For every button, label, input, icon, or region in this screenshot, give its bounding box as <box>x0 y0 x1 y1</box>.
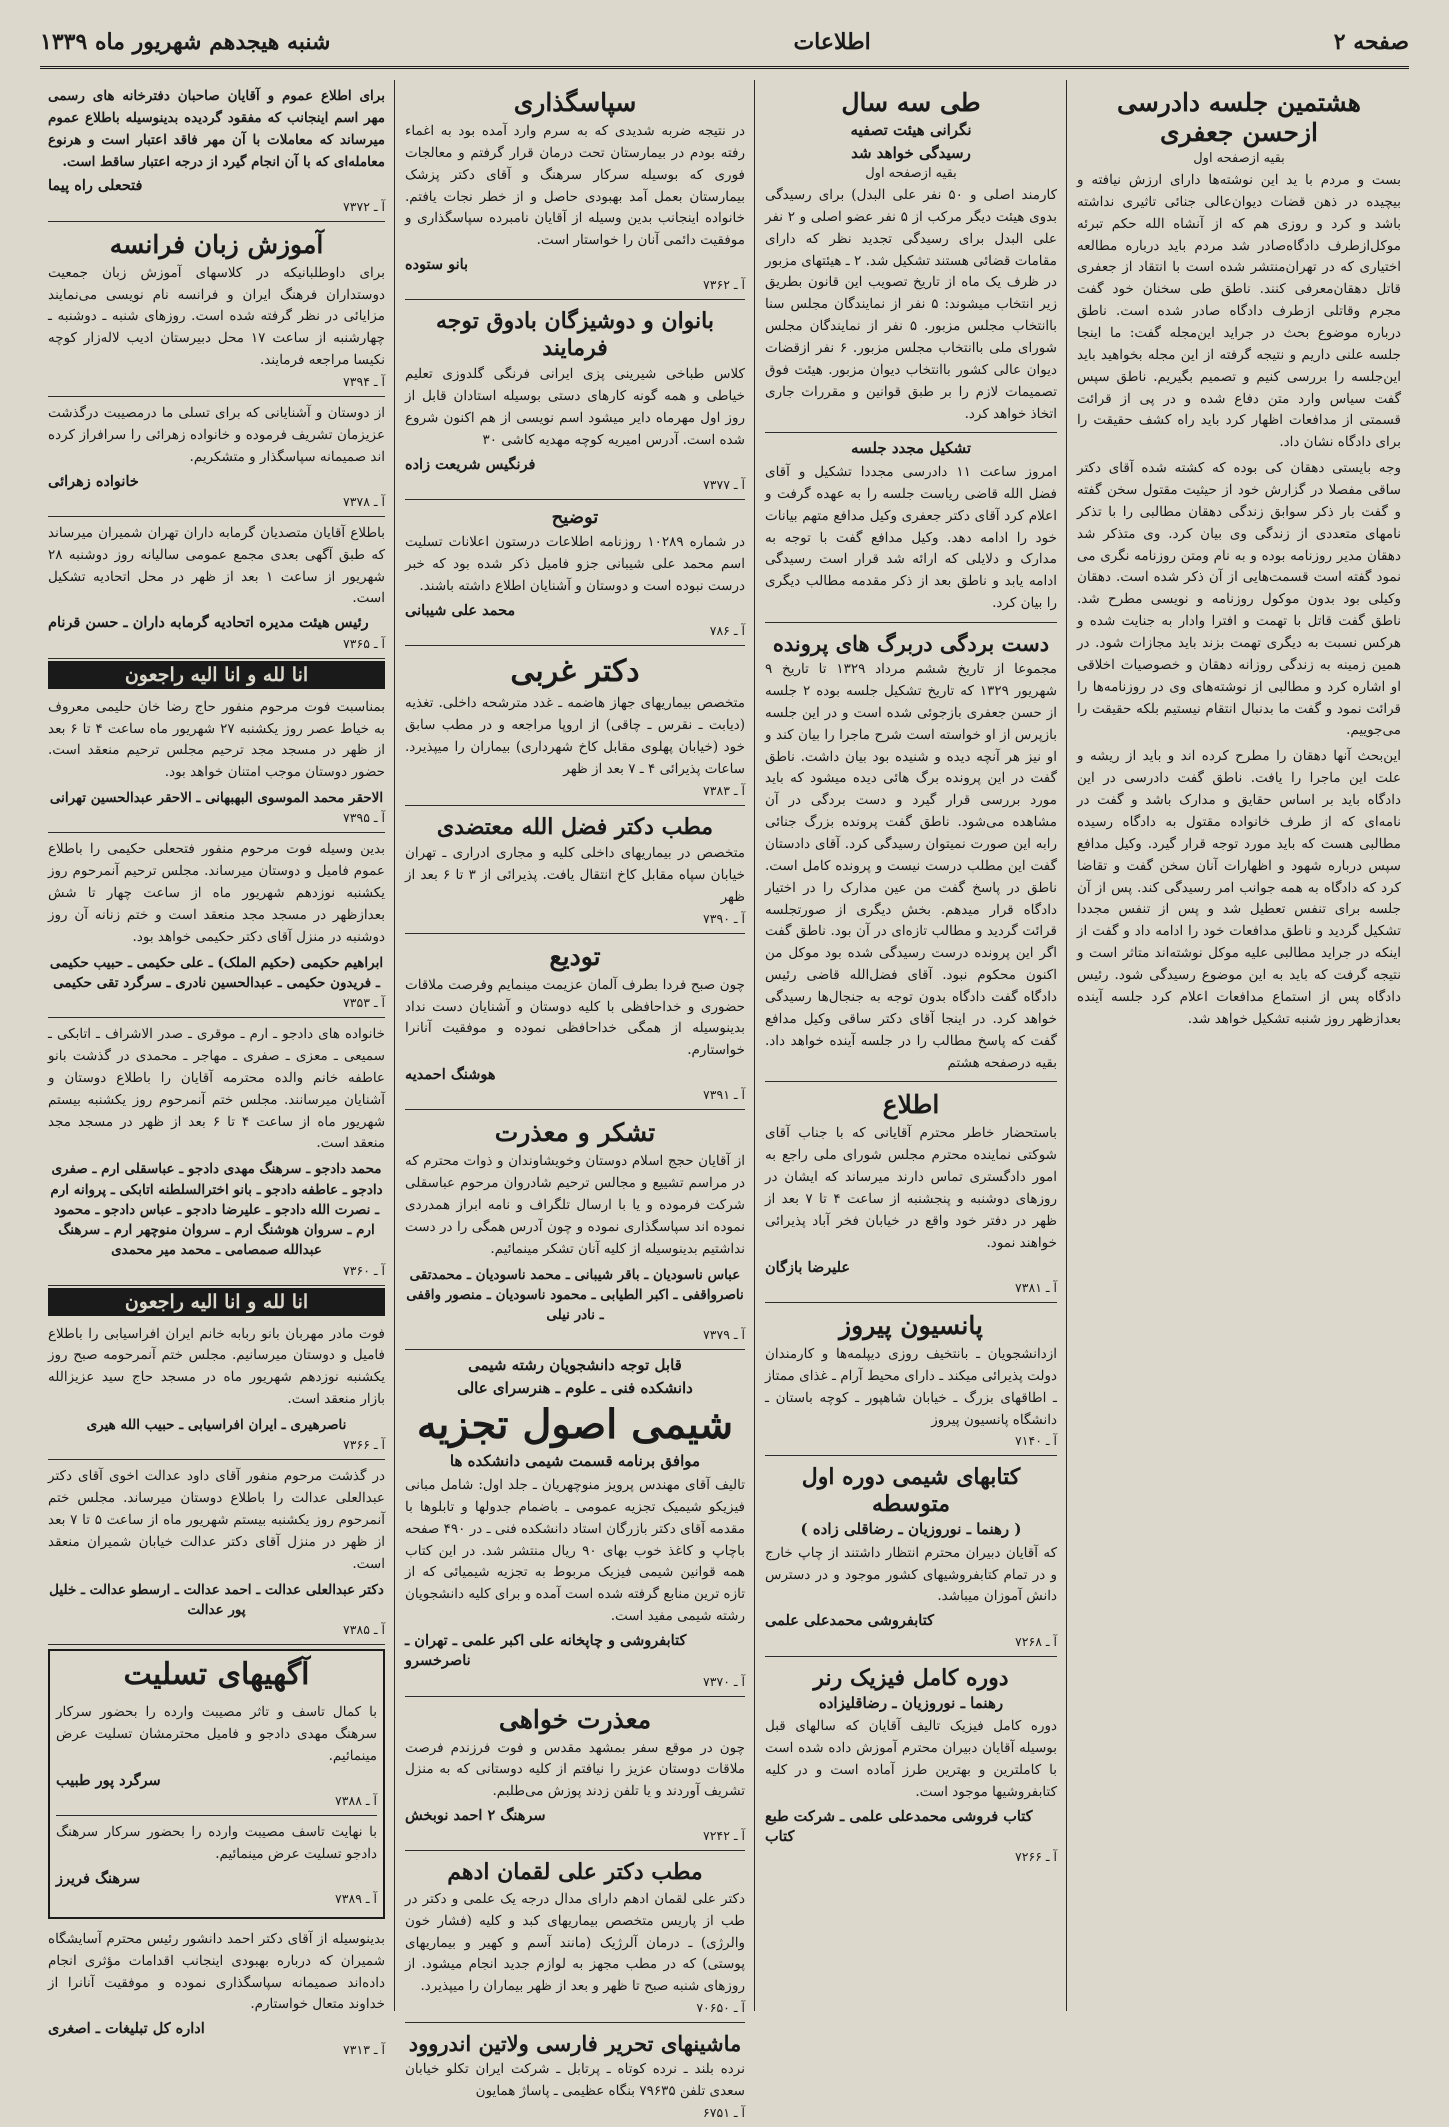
ad-obituary <box>48 1318 385 1461</box>
signatories: ابراهیم حکیمی (حکیم الملک) ـ علی حکیمی ـ حبیب حکیمی ـ فریدون حکیمی ـ عبدالحسین نادری ـ سرگرد تقی حکیمی <box>49 954 384 991</box>
signatories: الاحقر محمد الموسوی البهبهانی ـ الاحقر عبدالحسین تهرانی <box>49 790 384 807</box>
condolence-box <box>48 1649 385 1919</box>
subheadline: موافق برنامه قسمت شیمی دانشکده ها <box>449 1452 701 1471</box>
headline: بانوان و دوشیزگان بادوق توجه فرمایند <box>435 308 714 361</box>
column-rule <box>754 80 755 2011</box>
ad-pension <box>765 1303 1057 1456</box>
ad-apology <box>405 1697 745 1852</box>
ad-body: بدینوسیله از آقای دکتر احمد دانشور رئیس محترم آسایشگاه شمیران که درباره بهبودی اینجانب اقدامات مؤثری انجام داده‌اند صمیمانه سپاسگذاری نموده و موفقیت آنانرا از خداوند متعال خواستارم. <box>48 1930 385 2013</box>
ad-doctor-gharbi <box>405 646 745 805</box>
ad-condolence <box>56 1696 377 1816</box>
headline: شیمی اصول تجزیه <box>416 1401 734 1449</box>
signature: محمد علی شیبانی <box>405 601 516 619</box>
ad-code: آ ـ ۷۲۶۶ <box>1015 1849 1057 1865</box>
signatories: عباس ناسودیان ـ باقر شیبانی ـ محمد ناسودیان ـ محمدتقی ناصرواقفی ـ اکبر الطیابی ـ محمود ناسودیان ـ منصور واقفی ـ نادر نیلی <box>406 1266 744 1324</box>
ad-thanks-doctor <box>48 1923 385 2064</box>
ad-body: خانواده های دادجو ـ ارم ـ موقری ـ صدر الاشراف ـ اتابکی ـ سمیعی ـ معزی ـ صفری ـ مهاجر ـ محمدی در گذشت بانو عاطفه خانم والده محترمه آقایان را باطلاع دوستان و آشنایان میرسانند. مجلس ختم آنمرحوم روز یکشنبه بیستم شهریور ماه از ساعت ۴ تا ۶ بعد از ظهر در مسجد مجد منعقد است. <box>48 1026 386 1152</box>
article-trial-report <box>1077 80 1401 1038</box>
ad-code: آ ـ ۷۳۹۱ <box>703 1087 745 1103</box>
ad-obituary <box>48 1460 385 1645</box>
ad-body: نرده بلند ـ نرده کوتاه ـ پرتابل ـ شرکت ایران تکلو خیابان سعدی تلفن ۷۹۶۳۵ بنگاه عظیمی ـ پاساژ همایون <box>405 2061 745 2100</box>
signature: خانواده زهرائی <box>48 472 139 490</box>
article-body: امروز ساعت ۱۱ دادرسی مجددا تشکیل و آقای فضل الله قاضی ریاست جلسه را به عهده گرفت و اعلام کرد آقای دکتر جعفری وکیل مدافع متهم بیانات خود را ادامه دهد. وکیل مدافع گفت با توجه به مدارک و دلایلی که ارائه شد قرار است رسیدگی ادامه یابد و ناطق بعد از ذکر مقدمه مطالب دیگری را بیان کرد. <box>765 463 1057 612</box>
ad-code: آ ـ ۷۳۸۸ <box>335 1792 377 1808</box>
notice-line: قابل توجه دانشجویان رشته شیمی <box>468 1356 682 1375</box>
ad-body: باطلاع آقایان متصدیان گرمابه داران تهران شمیران میرساند که طبق آگهی بعدی مجمع عمومی سالیانه روز دوشنبه ۲۸ شهریور از ساعت ۱ بعد از ظهر در محل اتحادیه تشکیل است. <box>48 524 385 607</box>
notice-line: دانشکده فنی ـ علوم ـ هنرسرای عالی <box>457 1378 693 1397</box>
signature: علیرضا بازگان <box>765 1258 851 1276</box>
headline: تودیع <box>549 941 601 971</box>
condolence-heading: آگهیهای تسلیت <box>123 1657 310 1693</box>
column-rule <box>1066 80 1067 2011</box>
signature: کتاب فروشی محمدعلی علمی ـ شرکت طبع کتاب <box>765 1807 1033 1846</box>
signature: اداره کل تبلیغات ـ اصغری <box>48 2020 205 2038</box>
headline: ماشینهای تحریر فارسی ولاتین اندروود <box>408 2031 742 2057</box>
ad-body: متخصص بیماریهای جهاز هاضمه ـ غدد مترشحه داخلی. تغذیه (دیابت ـ نقرس ـ چاقی) از اروپا مراجعه و در مطب سابق خود (خیابان پهلوی مقابل کاخ شهرداری) بیماران را میپذیرد. ساعات پذیرائی ۴ ـ ۷ بعد از ظهر <box>405 695 745 777</box>
ad-code: آ ـ ۷۲۴۲ <box>703 1828 745 1844</box>
ad-code: آ ـ ۷۳۶۰ <box>343 1262 385 1278</box>
ad-french-lessons <box>48 222 385 397</box>
ad-chemistry-book <box>405 1350 745 1696</box>
ad-body: چون صبح فردا بطرف آلمان عزیمت مینمایم وفرصت ملاقات حضوری و خداحافظی با کلیه دوستان و آشنایان دست نداد بدینوسیله از همگی خداحافظی نموده و موفقیت آنانرا خواستارم. <box>405 976 745 1059</box>
ad-body: در گذشت مرحوم منفور آقای داود عدالت اخوی آقای دکتر عبدالعلی عدالت را باطلاع دوستان میرساند. مجلس ختم آنمرحوم روز یکشنبه بیستم شهریور ماه از ساعت ۵ تا ۷ بعد از ظهر در منزل آقای دکتر عدالت خیابان شمیران منعقد است. <box>48 1468 385 1572</box>
signature: کتابفروشی محمدعلی علمی <box>765 1612 934 1630</box>
ad-body: تالیف آقای مهندس پرویز منوچهریان ـ جلد اول: شامل مبانی فیزیکو شیمیک تجزیه عمومی ـ باضمام جدولها و تابلوها با مقدمه آقای دکتر بازرگان استاد دانشکده فنی ـ در ۴۹۰ صفحه باچاپ و کاغذ خوب بهای ۹۰ ریال منتشر شد. در این کتاب همه قوانین شیمی فیزیک مربوط به تجزیه شیمیائی که از تازه ترین منابع گرفته شده است آمده و برای کلیه دانشجویان رشته شیمی مفید است. <box>405 1476 746 1625</box>
continued-note: بقیه ازصفحه اول <box>865 166 957 181</box>
article-purge-committee <box>765 80 1057 433</box>
obituary-section-heading: انا لله و انا الیه راجعون <box>48 1288 385 1316</box>
headline: اطلاع <box>882 1090 940 1120</box>
ad-code: آ ـ ۷۳۸۵ <box>343 1622 385 1638</box>
ad-lost-seal <box>48 80 385 222</box>
signature: رئیس هیئت مدیره اتحادیه گرمابه داران ـ حسن قرنام <box>48 614 369 632</box>
headline: پانسیون پیروز <box>839 1310 983 1340</box>
ad-body: با کمال تاسف و تاثر مصیبت وارده را بحضور سرکار سرهنگ مهدی دادجو و فامیل محترمشان تسلیت عرض مینمائیم. <box>56 1704 377 1764</box>
ad-body: ازدانشجویان ـ بانتخیف روزی دیپلمه‌ها و کارمندان دولت پذیرائی میکند ـ دارای محیط آرام ـ غذای ممتاز ـ اطاقهای بزرگ ـ خیابان شاهپور ـ کوچه باستان ـ دانشگاه پانسیون پیروز <box>765 1345 1057 1428</box>
ad-body: متخصص در بیماریهای داخلی کلیه و مجاری ادراری ـ تهران خیابان سپاه مقابل کاخ انتقال یافت. پذیرائی از ۳ تا ۶ بعد از ظهر <box>405 845 745 905</box>
ad-code: آ ـ ۷۱۴۰ <box>1015 1433 1057 1449</box>
ad-obituary <box>48 833 385 1018</box>
ad-body: برای اطلاع عموم و آقایان صاحبان دفترخانه های رسمی مهر اسم اینجانب که مفقود گردیده بدینوسیله باطلاع عموم میرساند که معاملات با آن مهر فاقد اعتبار است و هرنوع معامله‌ای که با آن انجام گیرد از درجه اعتبار ساقط است. <box>48 88 385 170</box>
headline: دوره کامل فیزیک رنر <box>813 1664 1009 1691</box>
continued-note: بقیه ازصفحه اول <box>1193 151 1285 166</box>
headline: دست بردگی دربرگ های پرونده <box>772 630 1050 656</box>
ad-condolence <box>56 1816 377 1913</box>
headline: کتابهای شیمی دوره اول متوسطه <box>801 1464 1021 1517</box>
ad-code: آ ـ ۷۳۸۹ <box>335 1890 377 1906</box>
ad-body: در شماره ۱۰۲۸۹ روزنامه اطلاعات درستون اعلانات تسلیت اسم محمد علی شیبانی جزو فامیل ذکر شده بود که خبر درست نبوده است و دوستان و آشنایان اطلاع داشته باشند. <box>405 534 745 595</box>
ad-code: آ ـ ۷۳۶۲ <box>703 277 745 293</box>
ad-doctor-motazedi <box>405 806 745 934</box>
ad-body: دوره کامل فیزیک تالیف آقایان که سالهای قبل بوسیله آقایان دبیران محترم آموزش داده شده است با کاملترین و بهترین طرز آماده است و در کلیه کتابفروشیها موجود است. <box>765 1718 1057 1800</box>
signatories: دکتر عبدالعلی عدالت ـ احمد عدالت ـ ارسطو عدالت ـ خلیل پور عدالت <box>49 1581 384 1618</box>
signature: سرگرد پور طبیب <box>56 1771 161 1789</box>
ad-code: آ ـ ۷۳۵۳ <box>343 995 385 1011</box>
ad-code: آ ـ ۶۷۵۱ <box>703 2105 745 2120</box>
ad-body: باستحضار خاطر محترم آقایانی که با جناب آقای شوکتی نماینده محترم مجلس شورای ملی راجع به امور دادگستری تماس دارند میرساند که ایشان در روزهای دوشنبه و پنجشنبه از ساعت ۴ تا ۷ بعد از ظهر در دفتر خود واقع در خیابان فخر آباد پذیرائی خواهند نمود. <box>765 1125 1057 1251</box>
article-body: کارمند اصلی و ۵۰ نفر علی البدل) برای رسیدگی بدوی هیئت دیگر مرکب از ۵ نفر عضو اصلی و ۲ نفر علی البدل برای رسیدگی تجدید نظر که دارای مقامات قضائی هستند تشکیل شد. ۲ ـ هیئتهای مزبور در ظرف یک ماه از تاریخ تصویب این قانون بطریق زیر انتخاب میشوند: ۵ نفر از نمایندگان مجلس سنا باانتخاب مجلس مزبور. ۵ نفر از نمایندگان مجلس شورای ملی باانتخاب مجلس مزبور. ۶ نفر ازقضات دیوان عالی کشور باانتخاب دیوان مزبور. هیئت فوق تصمیمات لازم را بر طبق قوانین و مقررات جاری اتخاذ خواهد کرد. <box>765 187 1058 422</box>
ad-doctor-adham <box>405 1851 745 2023</box>
subheadline: رسیدگی خواهد شد <box>851 143 971 162</box>
ad-gratitude <box>405 80 745 300</box>
ad-notice <box>765 1082 1057 1302</box>
ad-code: آ ـ ۷۳۶۶ <box>343 1437 385 1453</box>
ad-code: آ ـ ۷۳۸۱ <box>1015 1279 1057 1295</box>
ad-body: که آقایان دبیران محترم انتظار داشتند از چاپ خارج و در تمام کتابفروشیهای کشور موجود و در دسترس دانش آموزان میباشد. <box>765 1544 1057 1605</box>
headline: سپاسگذاری <box>513 88 637 117</box>
column-3 <box>397 80 753 2120</box>
ad-code: آ ـ ۷۳۷۰ <box>703 1673 745 1689</box>
ad-zahrai-thanks <box>48 397 385 517</box>
headline: دکتر غربی <box>510 654 640 690</box>
ad-body: بدین وسیله فوت مرحوم منفور فتحعلی حکیمی را باطلاع عموم فامیل و دوستان میرساند. مجلس ترحیم آنمرحوم روز یکشنبه نوزدهم شهریور ماه از ساعت چهار تا شش بعدازظهر در مسجد مجد منعقد است و ختم زنانه آن روز دوشنبه در منزل آقای دکتر حکیمی خواهد بود. <box>48 841 385 945</box>
signatories: محمد دادجو ـ سرهنگ مهدی دادجو ـ عباسقلی ارم ـ صفری دادجو ـ عاطفه دادجو ـ بانو اخترالسلطنه اتابکی ـ پروانه ارم ـ نصرت الله دادجو ـ علیرضا دادجو ـ عباس دادجو ـ محمود ارم ـ سروان هوشنگ ارم ـ سروان منوچهر ارم ـ سرهنگ عبدالله صمصامی ـ محمد میر محمدی <box>50 1161 383 1259</box>
ad-code: آ ـ ۷۳۷۷ <box>703 476 745 492</box>
column-4 <box>40 80 393 2057</box>
headline: تشکر و معذرت <box>494 1118 656 1148</box>
ad-physics-books <box>765 1657 1057 1872</box>
paper-name: اطلاعات <box>793 29 871 55</box>
ad-typewriters <box>405 2023 745 2127</box>
subheadline: رهنما ـ نوروزیان ـ رضاقلیزاده <box>818 1693 1004 1712</box>
ad-farewell <box>405 934 745 1111</box>
ad-body: کلاس طباخی شیرینی پزی ایرانی فرنگی گلدوزی تعلیم خیاطی و همه گونه کارهای دستی بوسیله استادان قابل از روز اول مهرماه دایر میشود اسم نویسی از هم اکنون شروع شده است. آدرس امیریه کوچه مهدیه کاشی ۳۰ <box>405 366 745 448</box>
subheadline: تشکیل مجدد جلسه <box>850 439 972 458</box>
ad-code: آ ـ ۷۳۷۸ <box>343 493 385 509</box>
signature: سرهنگ ۲ احمد نوبخش <box>405 1807 546 1825</box>
ad-body: از آقایان حجج اسلام دوستان وخویشاوندان و ذوات محترم که در مراسم تشییع و مجالس ترحیم شادروان مرحوم عباسقلی شرکت فرموده و یا با ارسال تلگراف و نامه ابراز همدردی نموده اند سپاسگذاری نموده و چون آدرس همگی را در دست نداشتیم بدینوسیله از کلیه آنان تشکر مینمائیم. <box>405 1153 745 1257</box>
ad-code: آ ـ ۷۲۶۸ <box>1015 1633 1057 1649</box>
ad-body: از دوستان و آشنایانی که برای تسلی ما درمصیبت درگذشت عزیزمان تشریف فرموده و خانواده زهرائی را سرافراز کرده اند صمیمانه سپاسگذار و متشکریم. <box>48 405 385 465</box>
ad-body: بمناسبت فوت مرحوم منفور حاج رضا خان حلیمی معروف به خیاط عصر روز یکشنبه ۲۷ شهریور ماه ساعت ۴ تا ۶ بعد از ظهر در مسجد مجد ترحیم مجلس ترحیم منعقد است. حضور دوستان موجب امتنان خواهد بود. <box>48 698 385 781</box>
ad-body: برای داوطلبانیکه در کلاسهای آموزش زبان جمعیت دوستداران فرهنگ ایران و فرانسه نام نویسی می‌نمایند مزایائی در نظر گرفته شده است. روزهای شنبه ـ دوشنبه ـ چهارشنبه از ساعت ۱۷ محل دبیرستان ادیب لاله‌زار کوچه نکیسا مراجعه فرمایند. <box>48 264 386 369</box>
subheadline: ( رهنما ـ نوروزیان ـ رضاقلی زاده ) <box>800 1520 1022 1539</box>
ad-chemistry-books <box>765 1456 1057 1656</box>
page-header <box>40 18 1409 69</box>
signature: کتابفروشی و چاپخانه علی اکبر علمی ـ تهران ـ ناصرخسرو <box>405 1631 687 1670</box>
ad-body: با نهایت تاسف مصیبت وارده را بحضور سرکار سرهنگ دادجو تسلیت عرض مینمائیم. <box>56 1823 377 1862</box>
signatories: ناصرهیری ـ ایران افراسیابی ـ حبیب الله هیری <box>86 1416 347 1433</box>
article-body: وجه بایستی دهقان کی بوده که کشته شده آقای دکتر ساقی مفصلا در گزارش خود از حیثیت مقتول سخن گفته و گفت بار ذکر سوابق زندگی دهقان مطالبی را با تذکر نامهای متعددی از زندگی وی بیان کرد. وی متذکر شد دهقان مدیر روزنامه بوده و به نام ومتن روزنامه نگری می نمود گفته است قسمت‌هایی از آن ذکر شده است. دهقان وکیلی بود بدون موکول روزنامه و نویسی مطرح شد. ناطق گفت قاتل با تهمت و افترا وادار به جنایت شده و هرکس نسبت به دیگری تهمت بزند باید مجازات شود. در همین زمینه به زندگی روزانه دهقان و خصوصیات اخلاقی او اشاره کرد و مطالبی از نوشته‌های وی در روزنامه‌ها را قرائت نمود و گفت ما بدنبال انتقام نیستیم بلکه حقیقت را می‌جوییم. <box>1077 460 1401 739</box>
article-body: مجموعا از تاریخ ششم مرداد ۱۳۲۹ تا تاریخ ۹ شهریور ۱۳۲۹ که تاریخ تشکیل جلسه بوده ۲ جلسه از حسن جعفری بازجوئی شده است و در این جلسه بازپرس از او خواسته است شرح ماجرا را بیان کند و او نیز هر آنچه دیده و شنیده بود بیان داشت. ناطق گفت در این پرونده برگ هائی دیده میشود که باید مورد بررسی قرار گیرد و دست بردگی در آن مشاهده می‌شود. ناطق گفت پرونده بزرگ جنائی رابه این صورت نمیتوان رسیدگی کرد. آقای دادستان گفت این مطلب درست نیست و پرونده کامل است. ناطق در پاسخ گفت من عین مدارک را در اختیار دادگاه قرار میدهم. بخش دیگری از صورتجلسه قرائت گردید و مطالب تازه‌ای در آن بود. ناطق گفت اگر این پرونده درست رسیدگی شده بود موکل من اکنون محکوم نبود. آقای فضل‌الله قاضی رئیس دادگاه گفت دادگاه بدون توجه به جنجال‌ها رسیدگی خواهد کرد. در اینجا آقای دکتر ساقی وکیل مدافع گفت که پاسخ مطالب را در جلسه آینده خواهد داد. بقیه درصفحه هشتم <box>765 661 1057 1071</box>
ad-code: آ ـ ۷۸۶ <box>709 623 745 639</box>
article-body: این‌بحث آنها دهقان را مطرح کرده اند و باید از ریشه و علت این ماجرا را یافت. ناطق گفت دادرسی در این دادگاه باید بر اساس حقایق و مدارک باشد و گفت در نامه‌ای که از طرف خانواده مقتول به دادگاه رسیده مطالبی هست که باید مورد توجه قرار گیرد. وکیل مدافع سپس درباره شهود و اظهارات آنان سخن گفت و تقاضا کرد که دادگاه به همه جوانب امر رسیدگی کند. پس از آن جلسه برای تنفس تعطیل شد و پس از تنفس مجددا تشکیل گردید و ناطق مدافعات خود را ادامه داد و گفت از اینکه در جراید مطالبی علیه موکل نوشته‌اند متاثر است و نتیجه گرفت که باید به این موضوع رسیدگی شود. رئیس دادگاه پس از استماع مدافعات اعلام کرد جلسه آینده بعدازظهر روز شنبه تشکیل خواهد شد. <box>1077 748 1401 1027</box>
page-number: صفحه ۲ <box>1333 29 1409 55</box>
headline: آموزش زبان فرانسه <box>109 229 324 259</box>
ad-body: فوت مادر مهربان بانو ربابه خانم ایران افراسیابی را باطلاع فامیل و دوستان میرسانیم. مجلس ختم آنمرحومه صبح روز یکشنبه نوزدهم شهریور ماه در مسجد حاج سید عزیزالله بازار منعقد است. <box>48 1325 385 1408</box>
headline: معذرت خواهی <box>498 1704 652 1734</box>
ad-code: آ ـ ۷۳۹۵ <box>343 810 385 826</box>
obituary-section-heading: انا لله و انا الیه راجعون <box>48 661 385 689</box>
headline: توضیح <box>551 506 599 528</box>
signature: بانو ستوده <box>405 256 469 274</box>
ad-code: آ ـ ۷۳۷۹ <box>703 1327 745 1343</box>
headline: مطب دکتر فضل الله معتضدی <box>436 813 714 840</box>
ad-code: آ ـ ۷۳۶۵ <box>343 635 385 651</box>
ad-code: آ ـ ۷۳۹۴ <box>343 374 385 390</box>
ad-cooking-class <box>405 300 745 500</box>
ad-code: آ ـ ۷۳۷۲ <box>343 198 385 214</box>
column-2 <box>757 80 1065 2011</box>
signature: فرنگیس شریعت زاده <box>405 455 536 473</box>
issue-date: شنبه هیجدهم شهریور ماه ۱۳۳۹ <box>40 29 331 55</box>
column-1 <box>1069 80 1409 2011</box>
ad-obituary <box>48 1018 385 1285</box>
ad-code: آ ـ ۷۳۱۳ <box>343 2041 385 2057</box>
subheadline: نگرانی هیئت تصفیه <box>850 121 972 139</box>
article-body: بست و مردم با ید این نوشته‌ها دارای ارزش نیافته و بیچیده در ذهن قضات دیوان‌عالی جنائی تاثیری نداشته باشد و کرد و روزی هم که از آنشاه الله حکم تبرئه موکل‌ازطرف دادگاه‌صادر شد مردم باید درباره مطالعه اختیاری که در تهران‌منتشر شده است با انتقاد از جعفری قاتل دهقان‌معرفی کنند. ناطق طی سخنان خود گفت مجرم وقاتلی ازطرف دادگاه صادر شده است. ناطق درباره موضوع بحث در جراید این‌مجله گفت: ما اینجا جلسه علنی داریم و نتیجه گرفته از این مجله بخواهید باید این‌جلسه را بررسی کنیم و تصمیم بگیریم. ناطق سپس گفت سیاس وارد متن دفاع شده و در پی از قرائت قسمتی از مدافعات اظهار کرد باید راه کشف حقیقت را برای دادگاه نشان داد. <box>1077 172 1401 451</box>
signature: هوشنگ احمدیه <box>405 1066 496 1084</box>
signature: سرهنگ فریرز <box>56 1869 141 1887</box>
signature: فتحعلی راه پیما <box>48 177 143 195</box>
ad-code: آ ـ ۷۳۹۰ <box>703 910 745 926</box>
article-session <box>765 433 1057 623</box>
article-file-tampering <box>765 623 1057 1083</box>
ad-clarification <box>405 500 745 646</box>
ad-obituary <box>48 691 385 834</box>
ad-bathhouse-union <box>48 517 385 659</box>
ad-body: دکتر علی لقمان ادهم دارای مدال درجه یک علمی و دکتر در طب از پاریس متخصص بیماریهای کبد و کلیه (فشار خون والرژی) ـ درمان آلرژیک (مانند آسم و کهیر و بیماریهای پوستی) که در مطب مجهز به لوازم جدید انجام میشود. از روزهای شنبه صبح تا ظهر و بعد از ظهر بیماران را میپذیرد. <box>405 1890 745 1995</box>
column-rule <box>394 80 395 2011</box>
headline: طی سه سال <box>841 88 981 117</box>
headline: هشتمین جلسه دادرسی ازحسن جعفری <box>1117 88 1361 147</box>
ad-body: چون در موقع سفر بمشهد مقدس و فوت فرزندم فرصت ملاقات دوستان عزیز را نیافتم از کلیه دوستانی که به منزل تشریف آوردند و یا تلفن زدند پوزش می‌طلبم. <box>405 1739 745 1800</box>
ad-thanks-apology <box>405 1110 745 1350</box>
headline: مطب دکتر علی لقمان ادهم <box>447 1859 703 1886</box>
ad-code: آ ـ ۷۳۸۳ <box>703 782 745 798</box>
ad-code: آ ـ ۷۰۶۵۰ <box>696 2000 745 2016</box>
ad-body: در نتیجه ضربه شدیدی که به سرم وارد آمده بود به اغماء رفته بودم در بیمارستان تحت درمان قرار گرفتم و معالجات فوری که بوسیله سرکار سرهنگ و آقای دکتر پزشک بیمارستان بعمل آمد بهبودی حاصل و از خطر نجات یافتم. خانواده اینجانب بدین وسیله از آقایان نامبرده سپاسگذاری و موفقیت دائمی آنان را خواستار است. <box>405 123 745 249</box>
